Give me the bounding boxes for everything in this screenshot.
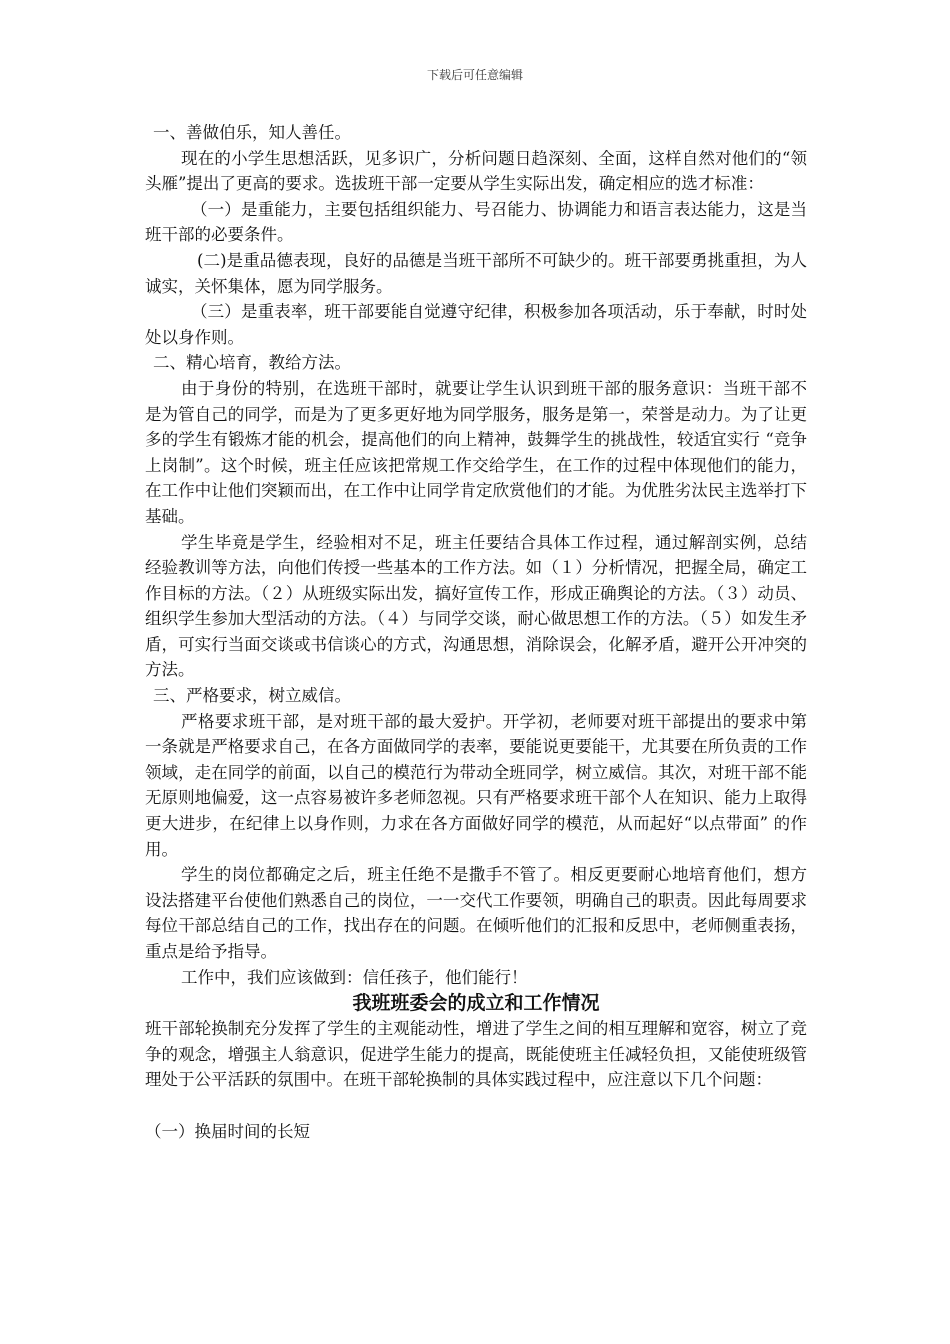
paragraph: （三）是重表率，班干部要能自觉遵守纪律，积极参加各项活动，乐于奉献，时时处处以身作则。 [145, 302, 807, 347]
document-title: 我班班委会的成立和工作情况 [352, 992, 600, 1015]
blank-line [145, 1093, 807, 1119]
paragraph: 工作中，我们应该做到：信任孩子，他们能行！ [181, 967, 528, 987]
paragraph: (二)是重品德表现，良好的品德是当班干部所不可缺少的。班干部要勇挑重担，为人诚实，关怀集体，愿为同学服务。 [145, 250, 807, 296]
section-heading-1: 一、善做伯乐，知人善任。 [153, 123, 351, 142]
paragraph: 现在的小学生思想活跃，见多识广，分析问题日趋深刻、全面，这样自然对他们的“领头雁”提出了更高的要求。选拔班干部一定要从学生实际出发，确定相应的选才标准： [145, 148, 807, 194]
section-heading-2: 二、精心培育，教给方法。 [153, 353, 351, 373]
paragraph: 由于身份的特别，在选班干部时，就要让学生认识到班干部的服务意识：当班干部不是为管自己的同学，而是为了更多更好地为同学服务，服务是第一，荣誉是动力。为了让更多的学生有锻炼才能的机会，提高他们的向上精神，鼓舞学生的挑战性，较适宜实行 “竞争上岗制”。这个时候，班主任应该把常规工作交给学生，在工作的过程中体现他们的能力，在工作中让他们突颖而出，在工作中让同学肯定欣赏他们的才能。为优胜劣汰民主选举打下基础。 [145, 378, 807, 526]
paragraph: 严格要求班干部，是对班干部的最大爱护。开学初，老师要对班干部提出的要求中第一条就是严格要求自己，在各方面做同学的表率，要能说更要能干，尤其要在所负责的工作领域，走在同学的前面，以自己的模范行为带动全班同学，树立威信。其次，对班干部不能无原则地偏爱，这一点容易被许多老师忽视。只有严格要求班干部个人在知识、能力上取得更大进步，在纪律上以身作则，力求在各方面做好同学的模范，从而起好“以点带面” 的作用。 [145, 711, 807, 859]
page-header: 下载后可任意编辑 [426, 68, 523, 82]
paragraph: 班干部轮换制充分发挥了学生的主观能动性，增进了学生之间的相互理解和宽容，树立了竞争的观念，增强主人翁意识，促进学生能力的提高，既能使班主任减轻负担，又能使班级管理处于公平活跃的氛围中。在班干部轮换制的具体实践过程中，应注意以下几个问题： [145, 1019, 807, 1090]
section-heading-3: 三、严格要求，树立威信。 [153, 686, 351, 706]
subsection-heading: （一）换届时间的长短 [145, 1121, 310, 1141]
paragraph: 学生的岗位都确定之后，班主任绝不是撒手不管了。相反更要耐心地培育他们，想方设法搭建平台使他们熟悉自己的岗位，一一交代工作要领，明确自己的职责。因此每周要求每位干部总结自己的工作，找出存在的问题。在倾听他们的汇报和反思中，老师侧重表扬，重点是给予指导。 [145, 865, 807, 961]
document-body [145, 120, 807, 1144]
paragraph: 学生毕竟是学生，经验相对不足，班主任要结合具体工作过程，通过解剖实例，总结经验教训等方法，向他们传授一些基本的工作方法。如（１）分析情况，把握全局，确定工作目标的方法。（２）从班级实际出发，搞好宣传工作，形成正确舆论的方法。（３）动员、组织学生参加大型活动的方法。（４）与同学交谈，耐心做思想工作的方法。（５）如发生矛盾，可实行当面交谈或书信谈心的方式，沟通思想，消除误会，化解矛盾，避开公开冲突的方法。 [145, 532, 807, 680]
paragraph: （一）是重能力，主要包括组织能力、号召能力、协调能力和语言表达能力，这是当班干部的必要条件。 [145, 199, 807, 245]
